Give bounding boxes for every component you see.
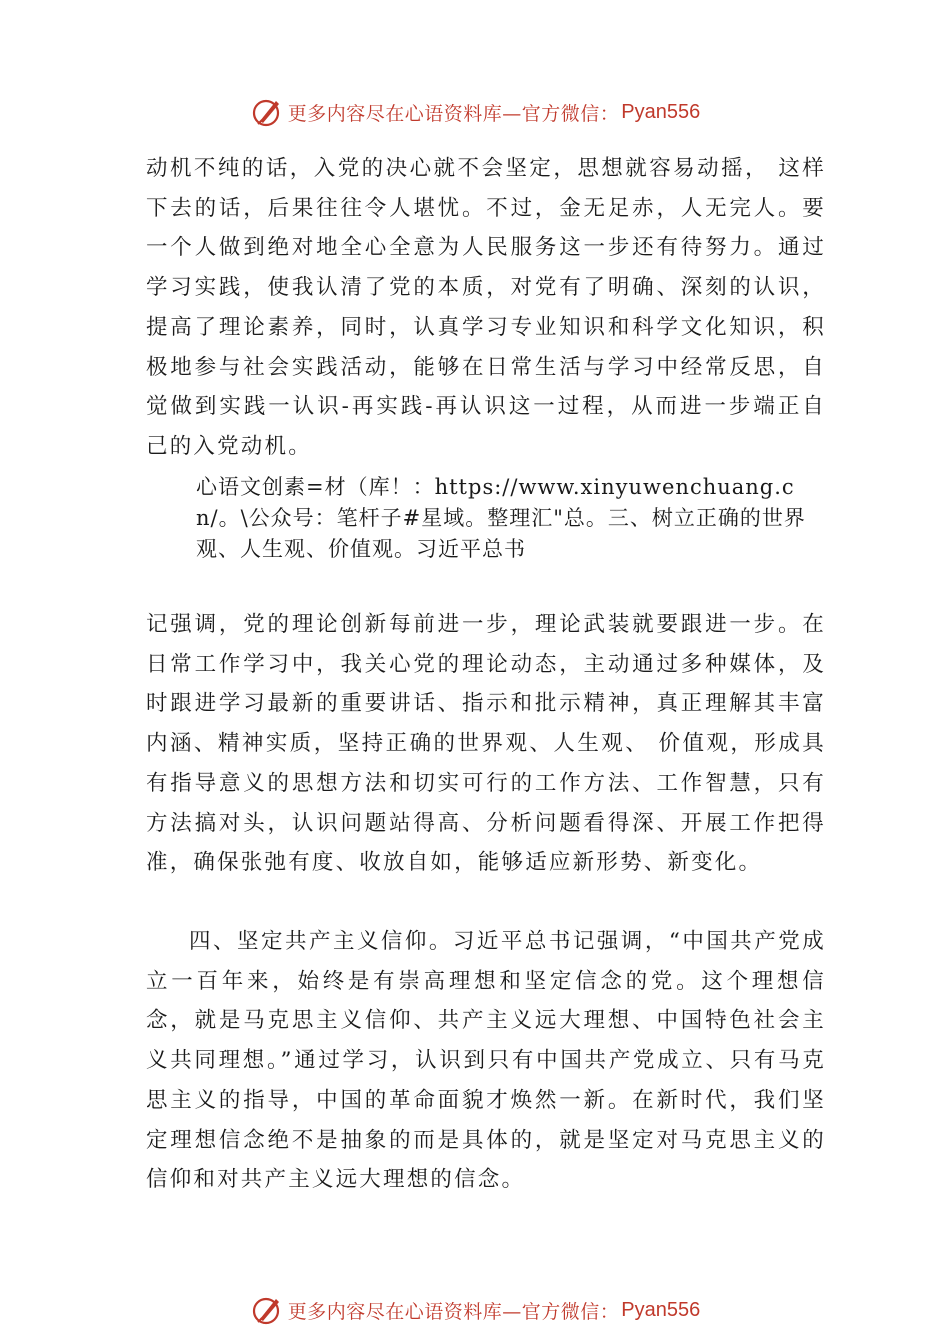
paragraph-3: 记强调，党的理论创新每前进一步，理论武装就要跟进一步。在日常工作学习中，我关心党的理论动态，主动通过多种媒体，及时跟进学习最新的重要讲话、指示和批示精神，真正理解其丰富内涵、精神实质，坚持正确的世界观、人生观、 价值观，形成具有指导意义的思想方法和切实可行的工作方法、工作智慧，只有方法搞对头，认识问题站得高、分析问题看得深、开展工作把得准，确保张弛有度、收放自如，能够适应新形势、新变化。 xyxy=(146,612,826,876)
quill-pen-logo-icon xyxy=(250,95,284,129)
banner-text: 更多内容尽在心语资料库—官方微信： xyxy=(287,102,620,125)
quill-pen-logo-icon xyxy=(250,1293,284,1327)
header-banner xyxy=(0,92,950,132)
paragraph-1: 动机不纯的话，入党的决心就不会坚定，思想就容易动摇， 这样下去的话，后果往往令人堪忧。不过，金无足赤，人无完人。要一个人做到绝对地全心全意为人民服务这一步还有待努力。通过学习实践，使我认清了党的本质，对党有了明确、深刻的认识，提高了理论素养，同时，认真学习专业知识和科学文化知识，积极地参与社会实践活动，能够在日常生活与学习中经常反思，自觉做到实践一认识-再实践-再认识这一过程，从而进一步端正自己的入党动机。 xyxy=(146,156,826,459)
footer-banner xyxy=(0,1290,950,1330)
source-note: 心语文创素=材（库！：https://www.xinyuwenchuang.cn/。\公众号：笔杆子#星域。整理汇"总。三、树立正确的世界观、人生观、价值观。习近平总书 xyxy=(196,475,806,561)
wechat-id: Pyan556 xyxy=(621,1298,701,1321)
wechat-id: Pyan556 xyxy=(621,100,701,123)
banner-text: 更多内容尽在心语资料库—官方微信： xyxy=(287,1300,620,1323)
paragraph-4: 四、坚定共产主义信仰。习近平总书记强调，“中国共产党成立一百年来，始终是有崇高理想和坚定信念的党。这个理想信念，就是马克思主义信仰、共产主义远大理想、中国特色社会主义共同理想。”通过学习，认识到只有中国共产党成立、只有马克思主义的指导，中国的革命面貌才焕然一新。在新时代，我们坚定理想信念绝不是抽象的而是具体的，就是坚定对马克思主义的信仰和对共产主义远大理想的信念。 xyxy=(146,929,826,1193)
